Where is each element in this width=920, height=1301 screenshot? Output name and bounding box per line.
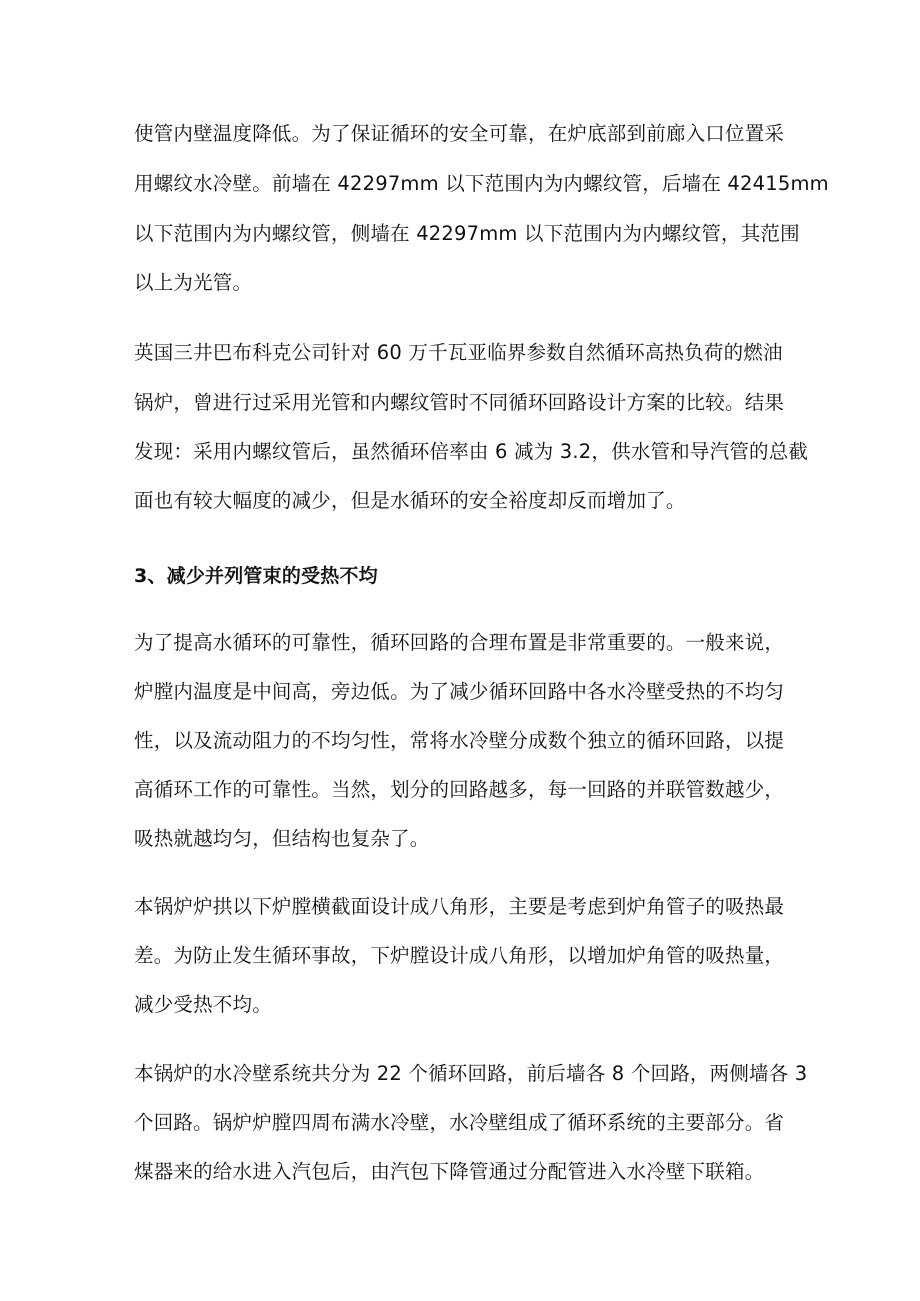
- text-line: 高循环工作的可靠性。当然，划分的回路越多，每一回路的并联管数越少，: [134, 778, 785, 801]
- text-line: 煤器来的给水进入汽包后，由汽包下降管通过分配管进入水冷壁下联箱。: [134, 1160, 765, 1183]
- text-line: 本锅炉的水冷壁系统共分为 22 个循环回路，前后墙各 8 个回路，两侧墙各 3: [134, 1062, 808, 1085]
- text-line: 减少受热不均。: [134, 993, 272, 1016]
- text-line: 用螺纹水冷壁。前墙在 42297mm 以下范围内为内螺纹管，后墙在 42415mm: [134, 172, 829, 195]
- text-line: 面也有较大幅度的减少，但是水循环的安全裕度却反而增加了。: [134, 489, 686, 512]
- text-line: 为了提高水循环的可靠性，循环回路的合理布置是非常重要的。一般来说，: [134, 631, 785, 654]
- text-line: 炉膛内温度是中间高，旁边低。为了减少循环回路中各水冷壁受热的不均匀: [134, 680, 785, 703]
- text-line: 吸热就越均匀，但结构也复杂了。: [134, 827, 430, 850]
- text-line: 差。为防止发生循环事故，下炉膛设计成八角形，以增加炉角管的吸热量，: [134, 944, 785, 967]
- text-line: 个回路。锅炉炉膛四周布满水冷壁，水冷壁组成了循环系统的主要部分。省: [134, 1111, 785, 1134]
- text-line: 本锅炉炉拱以下炉膛横截面设计成八角形，主要是考虑到炉角管子的吸热最: [134, 895, 785, 918]
- text-line: 以上为光管。: [134, 271, 253, 294]
- text-line: 以下范围内为内螺纹管，侧墙在 42297mm 以下范围内为内螺纹管，其范围: [134, 222, 800, 245]
- text-line: 使管内壁温度降低。为了保证循环的安全可靠，在炉底部到前廊入口位置采: [134, 122, 785, 145]
- text-line: 锅炉，曾进行过采用光管和内螺纹管时不同循环回路设计方案的比较。结果: [134, 391, 785, 414]
- text-line: 性，以及流动阻力的不均匀性，常将水冷壁分成数个独立的循环回路，以提: [134, 729, 785, 752]
- text-line: 发现：采用内螺纹管后，虽然循环倍率由 6 减为 3.2，供水管和导汽管的总截: [134, 440, 809, 463]
- section-heading: 3、减少并列管束的受热不均: [134, 565, 378, 587]
- text-line: 英国三井巴布科克公司针对 60 万千瓦亚临界参数自然循环高热负荷的燃油: [134, 341, 783, 364]
